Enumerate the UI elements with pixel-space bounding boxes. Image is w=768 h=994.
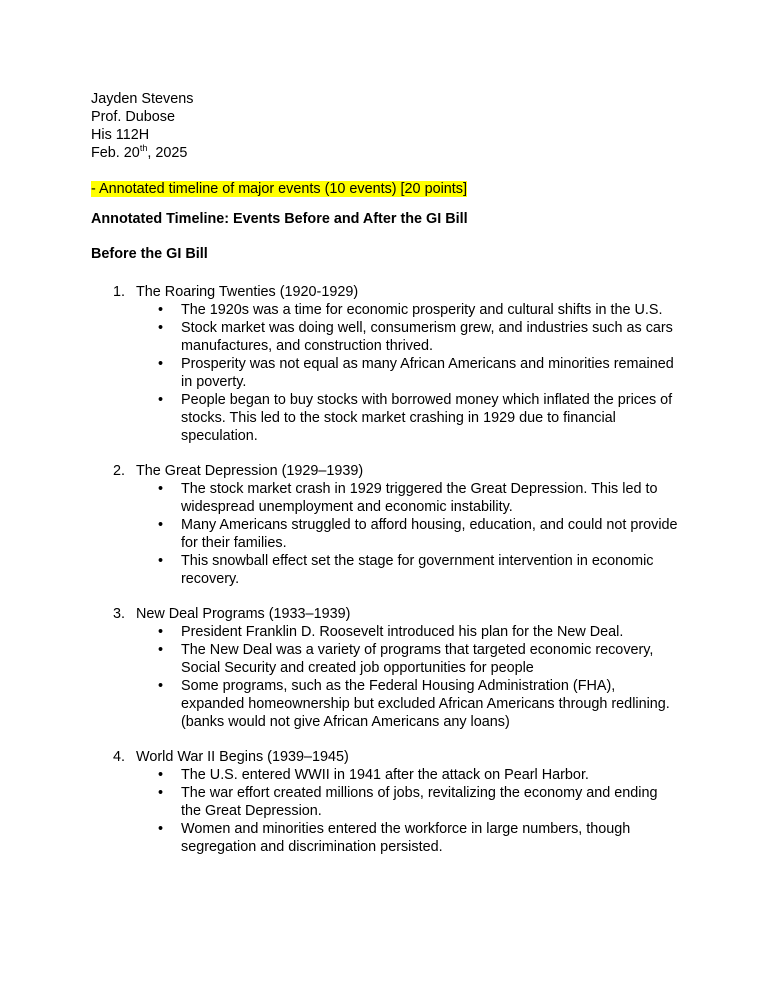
bullet-item: [91, 623, 681, 641]
bullet-text: Prosperity was not equal as many African Americans and minorities remained in poverty.: [181, 356, 674, 390]
event-number: 3.: [113, 606, 126, 622]
date-prefix: Feb. 20: [91, 145, 140, 161]
timeline-event: [91, 462, 691, 588]
event-number: 4.: [113, 749, 126, 765]
bullet-item: [91, 641, 681, 677]
document-title: Annotated Timeline: Events Before and After the GI Bill: [91, 211, 468, 227]
bullet-text: Women and minorities entered the workforce in large numbers, though segregation and discrimination persisted.: [181, 821, 631, 855]
section-title: Before the GI Bill: [91, 246, 208, 262]
bullet-item: [91, 677, 681, 731]
bullet-dot-icon: •: [158, 356, 164, 372]
bullet-dot-icon: •: [158, 553, 164, 569]
timeline-event: [91, 605, 691, 731]
bullet-dot-icon: •: [158, 302, 164, 318]
bullet-text: The U.S. entered WWII in 1941 after the attack on Pearl Harbor.: [181, 767, 589, 783]
bullet-item: [91, 480, 681, 516]
bullet-dot-icon: •: [158, 624, 164, 640]
date-superscript: th: [139, 143, 148, 154]
event-bullet-list: [91, 480, 691, 588]
bullet-dot-icon: •: [158, 821, 164, 837]
bullet-text: Many Americans struggled to afford housing, education, and could not provide for their families.: [181, 517, 678, 551]
bullet-text: The war effort created millions of jobs, revitalizing the economy and ending the Great Depression.: [181, 785, 658, 819]
bullet-item: [91, 355, 681, 391]
bullet-text: The stock market crash in 1929 triggered the Great Depression. This led to widespread unemployment and economic instability.: [181, 481, 658, 515]
bullet-dot-icon: •: [158, 767, 164, 783]
bullet-text: Stock market was doing well, consumerism grew, and industries such as cars manufactures, and construction thrived.: [181, 320, 673, 354]
bullet-dot-icon: •: [158, 785, 164, 801]
event-title: New Deal Programs (1933–1939): [136, 606, 351, 622]
date-suffix: , 2025: [147, 145, 188, 161]
assignment-note-text: - Annotated timeline of major events (10 events) [20 points]: [91, 181, 467, 197]
bullet-item: [91, 820, 681, 856]
bullet-item: [91, 391, 681, 445]
event-heading: [91, 283, 691, 301]
event-number: 1.: [113, 284, 126, 300]
event-heading: [91, 605, 691, 623]
bullet-dot-icon: •: [158, 481, 164, 497]
bullet-dot-icon: •: [158, 517, 164, 533]
bullet-item: [91, 552, 681, 588]
bullet-text: This snowball effect set the stage for government intervention in economic recovery.: [181, 553, 654, 587]
event-bullet-list: [91, 766, 691, 856]
timeline-event: [91, 748, 691, 856]
bullet-item: [91, 516, 681, 552]
timeline-events: [91, 283, 691, 873]
bullet-item: [91, 301, 681, 319]
document-date: [91, 144, 193, 162]
event-number: 2.: [113, 463, 126, 479]
event-heading: [91, 748, 691, 766]
bullet-dot-icon: •: [158, 678, 164, 694]
bullet-text: The 1920s was a time for economic prosperity and cultural shifts in the U.S.: [181, 302, 663, 318]
bullet-text: People began to buy stocks with borrowed money which inflated the prices of stocks. This led to the stock market crashing in 1929 due to financial speculation.: [181, 392, 673, 444]
course-code: His 112H: [91, 127, 150, 143]
bullet-item: [91, 319, 681, 355]
event-bullet-list: [91, 623, 691, 731]
professor-name: Prof. Dubose: [91, 109, 175, 125]
bullet-dot-icon: •: [158, 642, 164, 658]
bullet-dot-icon: •: [158, 392, 164, 408]
bullet-text: The New Deal was a variety of programs that targeted economic recovery, Social Security and created job opportunities for people: [181, 642, 654, 676]
document-header: [91, 90, 193, 162]
timeline-event: [91, 283, 691, 445]
event-heading: [91, 462, 691, 480]
bullet-text: President Franklin D. Roosevelt introduced his plan for the New Deal.: [181, 624, 624, 640]
assignment-note: [91, 180, 467, 198]
event-title: The Roaring Twenties (1920-1929): [136, 284, 359, 300]
bullet-item: [91, 784, 681, 820]
bullet-text: Some programs, such as the Federal Housing Administration (FHA), expanded homeownership but excluded African Americans through redlining. (banks would not give African Americans any loans): [181, 678, 670, 730]
student-name: Jayden Stevens: [91, 91, 194, 107]
bullet-item: [91, 766, 681, 784]
event-bullet-list: [91, 301, 691, 445]
event-title: World War II Begins (1939–1945): [136, 749, 349, 765]
event-title: The Great Depression (1929–1939): [136, 463, 364, 479]
bullet-dot-icon: •: [158, 320, 164, 336]
